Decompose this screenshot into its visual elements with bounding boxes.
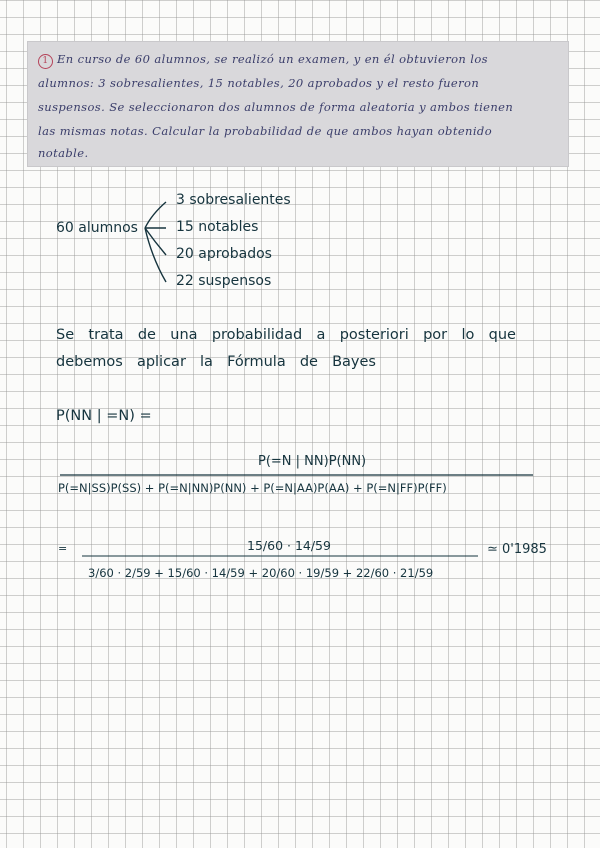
calc-equals: =: [58, 542, 68, 555]
problem-line-3: suspensos. Se seleccionaron dos alumnos de forma aleatoria y ambos tienen: [38, 100, 514, 114]
count-aprobados: 20 aprobados: [176, 246, 272, 262]
calc-result: ≃ 0'1985: [487, 542, 547, 557]
calc-denominator: 3/60 · 2/59 + 15/60 · 14/59 + 20/60 · 19/59 + 22/60 · 21/59: [88, 566, 434, 580]
formula-denominator: P(=N|SS)P(SS) + P(=N|NN)P(NN) + P(=N|AA)P(AA) + P(=N|FF)P(FF): [58, 481, 447, 495]
calc-numerator: 15/60 · 14/59: [247, 538, 331, 553]
problem-line-4: las mismas notas. Calcular la probabilidad de que ambos hayan obtenido: [38, 124, 493, 138]
explanation-line-1: Se trata de una probabilidad a posteriori por lo que: [56, 327, 516, 343]
count-sobresalientes: 3 sobresalientes: [176, 192, 291, 208]
problem-line-5: notable.: [38, 146, 89, 160]
problem-number: 1: [38, 54, 53, 69]
total-students: 60 alumnos: [56, 220, 138, 236]
branch-1: [145, 202, 166, 228]
formula-lhs: P(NN | =N) =: [56, 408, 152, 424]
problem-line-1: 1 En curso de 60 alumnos, se realizó un examen, y en él obtuvieron los: [38, 52, 562, 69]
problem-line-2: alumnos: 3 sobresalientes, 15 notables, 20 aprobados y el resto fueron: [38, 76, 480, 90]
branch-4: [145, 228, 166, 282]
count-notables: 15 notables: [176, 219, 259, 235]
explanation-line-2: debemos aplicar la Fórmula de Bayes: [56, 354, 376, 370]
formula-numerator: P(=N | NN)P(NN): [258, 454, 367, 469]
count-suspensos: 22 suspensos: [176, 273, 272, 289]
